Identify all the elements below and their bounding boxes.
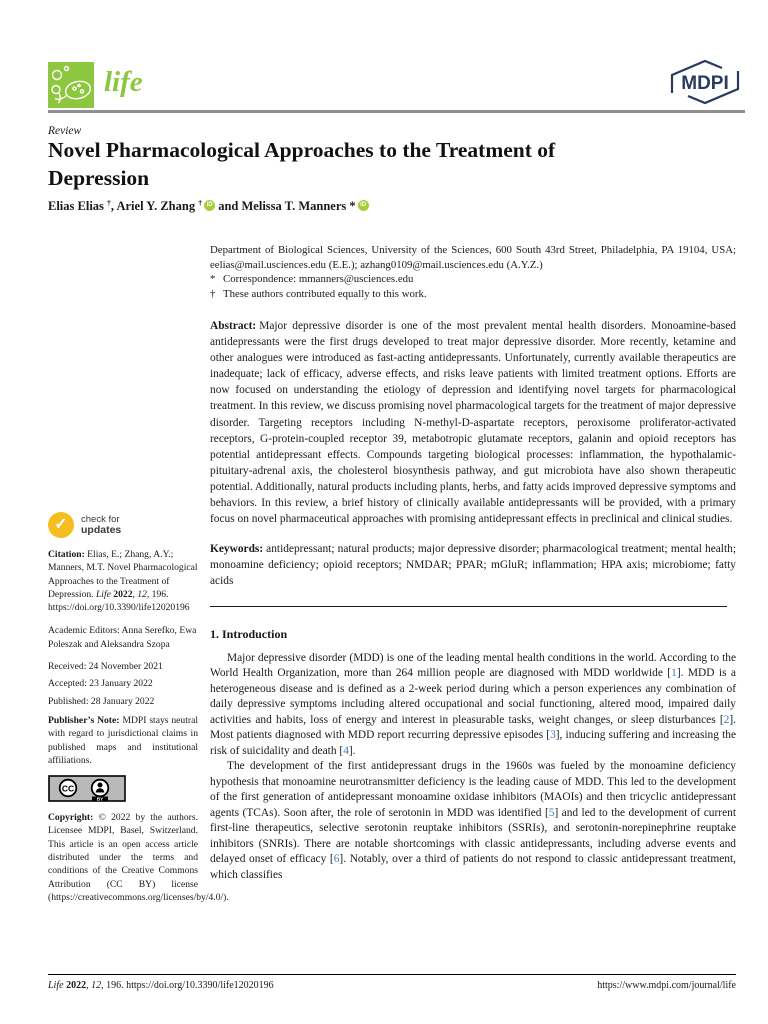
- introduction-paragraph-1: Major depressive disorder (MDD) is one of the leading mental health conditions in the world. According to the World Health Organization, more than 264 million people are diagnosed with MDD worldwide [1]. MDD is a heterogeneous disease and is defined as a 2-week period during which a person experiences any combination of daily depressive symptoms including altered occupational and social functioning, altered mood, impaired daily activities and habits, loss of energy and interest in pleasurable tasks, weight changes, or sleep disturbances [2]. Most patients diagnosed with MDD report recurring depressive episodes [3], inducing suffering and increasing the risk of suicidality and death [4].: [210, 651, 736, 757]
- citation-doi-link[interactable]: https://doi.org/10.3390/life12020196: [48, 602, 190, 614]
- reference-link-1[interactable]: 1: [671, 667, 677, 679]
- orcid-icon-manners[interactable]: [358, 200, 369, 211]
- reference-link-6[interactable]: 6: [333, 853, 340, 865]
- abstract-paragraph: [210, 318, 736, 527]
- academic-editors: Academic Editors: Anna Serefko, Ewa Poleszak and Aleksandra Szopa: [48, 625, 197, 650]
- page-footer: [48, 980, 736, 991]
- abstract-text: Major depressive disorder is one of the most prevalent mental health disorders. Monoamine-based antidepressants were the first drugs developed to treat major depressive disorder. More recently, ketamine and other analogues were introduced as fast-acting antidepressants. Unfortunately, currently available therapeutics are inadequate; lack of efficacy, adverse effects, and risks leave patients with limited treatment options. Efforts are now focused on understanding the etiology of depression and identifying novel targets for pharmacological treatment. In this review, we discuss promising novel pharmacological targets for the treatment of major depressive disorder. Targeting receptors including N-methyl-D-aspartate receptors, peroxisome proliferator-activated receptors, G-protein-coupled receptor 39, metabotropic glutamate receptors, galanin and opioid receptors has potential antidepressant effects. Compounds targeting biological processes: inflammation, the hypothalamic-pituitary-adrenal axis, the cholesterol biosynthesis pathway, and gut microbiota have also shown therapeutic potential. Additionally, natural products including plants, herbs, and fatty acids improved depressive symptoms and behaviors. In this review, a brief history of clinically available antidepressants will be provided, with a primary focus on novel pharmaceutical approaches with promising antidepressant effects in preclinical and clinical studies.: [210, 320, 736, 526]
- reference-link-2[interactable]: 2: [723, 713, 730, 726]
- check-updates-line1: check for: [81, 513, 120, 525]
- check-updates-line2: updates: [81, 524, 122, 536]
- by-label: BY: [96, 796, 104, 802]
- reference-link-4[interactable]: 4: [343, 744, 349, 757]
- copyright-block: Copyright: © 2022 by the authors. Licensee MDPI, Basel, Switzerland. This article is an open access article distributed under the terms and conditions of the Creative Commons Attribution (CC BY) license (https://creativecommons.org/licenses/by/4.0/).: [48, 812, 229, 903]
- life-journal-logo: [48, 62, 94, 108]
- affiliation-text: Department of Biological Sciences, University of the Sciences, 600 South 43rd Street, Philadelphia, PA 19104, USA; eelias@mail.usciences.edu (E.E.); azhang0109@mail.usciences.edu (A.Y.Z.): [210, 244, 736, 271]
- check-for-updates-badge[interactable]: [48, 512, 198, 538]
- equal-contribution-row: [210, 287, 736, 302]
- main-column: [210, 243, 736, 883]
- equal-contribution-text: These authors contributed equally to this work.: [223, 287, 427, 300]
- keywords-text: antidepressant; natural products; major depressive disorder; pharmacological treatment; mental health; monoamine deficiency; opioid receptors; NMDAR; PPAR; mGluR; inflammation; HPA axis; microbiome; fatty acids: [210, 543, 736, 588]
- introduction-paragraph-2: The development of the first antidepressant drugs in the 1960s was fueled by the monoamine deficiency hypothesis that monoamine neurotransmitter deficiency is the leading cause of MDD. This led to the development of the first generation of antidepressant monoamine oxidase inhibitors (MAOIs) and then tricyclic antidepressant agents (TCAs). Soon after, the role of serotonin in MDD was identified [5] and led to the development of current first-line therapeutics, selective serotonin reuptake inhibitors (SSRIs), and serotonin-norepinephrine reuptake inhibitors (SNRIs). There are notable shortcomings with classic antidepressants, including adverse events and delayed onset of efficacy [6]. Notably, over a third of patients do not respond to classic antidepressant treatment, which classifies: [210, 760, 736, 881]
- accepted-date: Accepted: 23 January 2022: [48, 678, 153, 690]
- margin-column: [48, 512, 229, 904]
- citation-block: Citation: Elias, E.; Zhang, A.Y.; Manners, M.T. Novel Pharmacological Approaches to the Treatment of Depression. Life 2022, 12, 196. https://doi.org/10.3390/life12020196: [48, 549, 198, 614]
- publisher-note-label: Publisher’s Note:: [48, 714, 120, 726]
- reference-link-5[interactable]: 5: [548, 806, 555, 819]
- cc-license-link[interactable]: https://creativecommons.org/licenses/by/4.0/: [51, 891, 224, 903]
- footer-divider: [48, 974, 736, 975]
- footer-journal-url[interactable]: https://www.mdpi.com/journal/life: [597, 980, 736, 991]
- author-line: Elias Elias †, Ariel Y. Zhang †iD and Melissa T. Manners *iD: [48, 198, 648, 214]
- check-icon: ✓: [48, 512, 74, 538]
- mdpi-logo: [664, 58, 746, 106]
- equal-contribution-marker: †: [210, 287, 216, 300]
- cc-by-license-badge[interactable]: [48, 775, 126, 803]
- keywords-label: Keywords:: [210, 543, 264, 556]
- keywords-paragraph: [210, 541, 736, 589]
- person-icon: [98, 783, 103, 788]
- correspondence-marker: *: [210, 273, 216, 285]
- section-divider: [210, 606, 727, 607]
- journal-name: life: [104, 66, 143, 98]
- abstract-label: Abstract:: [210, 320, 257, 332]
- publisher-note-text: MDPI stays neutral with regard to jurisdictional claims in published maps and institutional affiliations.: [48, 714, 199, 766]
- introduction-heading: 1. Introduction: [210, 626, 288, 641]
- footer-citation: Life 2022, 12, 196. https://doi.org/10.3390/life12020196: [48, 980, 274, 991]
- received-date: Received: 24 November 2021: [48, 661, 163, 673]
- dates-block: [48, 660, 198, 708]
- cc-icon: CC: [61, 783, 75, 794]
- publisher-note: [48, 714, 198, 767]
- correspondence-row[interactable]: [210, 272, 736, 287]
- published-date: Published: 28 January 2022: [48, 695, 155, 707]
- mdpi-wordmark: MDPI: [681, 73, 729, 94]
- reference-link-3[interactable]: 3: [550, 729, 556, 741]
- header-divider: [48, 110, 745, 113]
- orcid-icon-zhang[interactable]: [204, 200, 215, 211]
- footer-doi-link[interactable]: https://doi.org/10.3390/life12020196: [126, 980, 274, 991]
- correspondence-text[interactable]: Correspondence: mmanners@usciences.edu: [223, 273, 414, 285]
- article-type-label: Review: [48, 125, 82, 137]
- article-title: Novel Pharmacological Approaches to the Treatment of Depression: [48, 138, 556, 190]
